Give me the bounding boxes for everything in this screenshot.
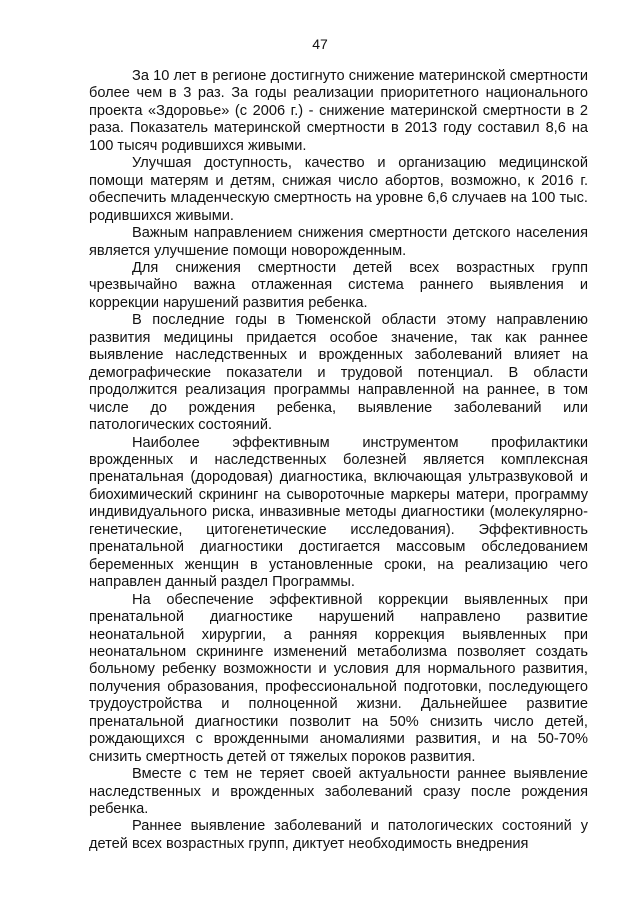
paragraph-prenatal-diagnostics: Наиболее эффективным инструментом профилактики врожденных и наследственных болезней является комплексная пренатальная (дородовая) диагностика, включающая ультразвуковой и биохимический скрининг на сывороточные маркеры матери, программу индивидуального риска, инвазивные методы диагностики (молекулярно-генетические, цитогенетические исследования). Эффективность пренатальной диагностики достигается массовым обследованием беременных женщин в установленные сроки, на реализацию чего направлен данный раздел Программы. (89, 434, 588, 591)
paragraph-infant-mortality-target: Улучшая доступность, качество и организацию медицинской помощи матерям и детям, снижая число абортов, возможно, к 2016 г. обеспечить младенческую смертность на уровне 6,6 случаев на 100 тыс. родившихся живыми. (89, 155, 588, 224)
page-number: 47 (312, 36, 328, 52)
paragraph-all-age-groups: Раннее выявление заболеваний и патологических состояний у детей всех возрастных групп, диктует необходимость внедрения (89, 818, 588, 852)
paragraph-maternal-mortality: За 10 лет в регионе достигнуто снижение материнской смертности более чем в 3 раз. За годы реализации приоритетного национального проекта «Здоровье» (с 2006 г.) - снижение материнской смертности в 2 раза. Показатель материнской смертности в 2013 году составил 8,6 на 100 тысяч родившихся живыми. (89, 68, 588, 154)
paragraph-early-detection-system: Для снижения смертности детей всех возрастных групп чрезвычайно важна отлаженная система раннего выявления и коррекции нарушений развития ребенка. (89, 259, 588, 311)
paragraph-newborn-care: Важным направлением снижения смертности детского населения является улучшение помощи новорожденным. (89, 225, 588, 259)
paragraph-after-birth-detection: Вместе с тем не теряет своей актуальности раннее выявление наследственных и врожденных заболеваний сразу после рождения ребенка. (89, 766, 588, 818)
document-body (89, 68, 588, 853)
paragraph-neonatal-surgery: На обеспечение эффективной коррекции выявленных при пренатальной диагностике нарушений направлено развитие неонатальной хирургии, а ранняя коррекция выявленных при неонатальном скрининге изменений метаболизма позволяет создать больному ребенку возможности и условия для нормального развития, получения образования, профессиональной подготовки, последующего трудоустройства и полноценной жизни. Дальнейшее развитие пренатальной диагностики позволит на 50% снизить число детей, рождающихся с врожденными аномалиями развития, и на 50-70% снизить смертность детей от тяжелых пороков развития. (89, 591, 588, 765)
paragraph-tyumen-region: В последние годы в Тюменской области этому направлению развития медицины придается особое значение, так как раннее выявление наследственных и врожденных заболеваний влияет на демографические показатели и трудовой потенциал. В области продолжится реализация программы направленной на раннее, в том числе до рождения ребенка, выявление заболеваний или патологических состояний. (89, 312, 588, 434)
